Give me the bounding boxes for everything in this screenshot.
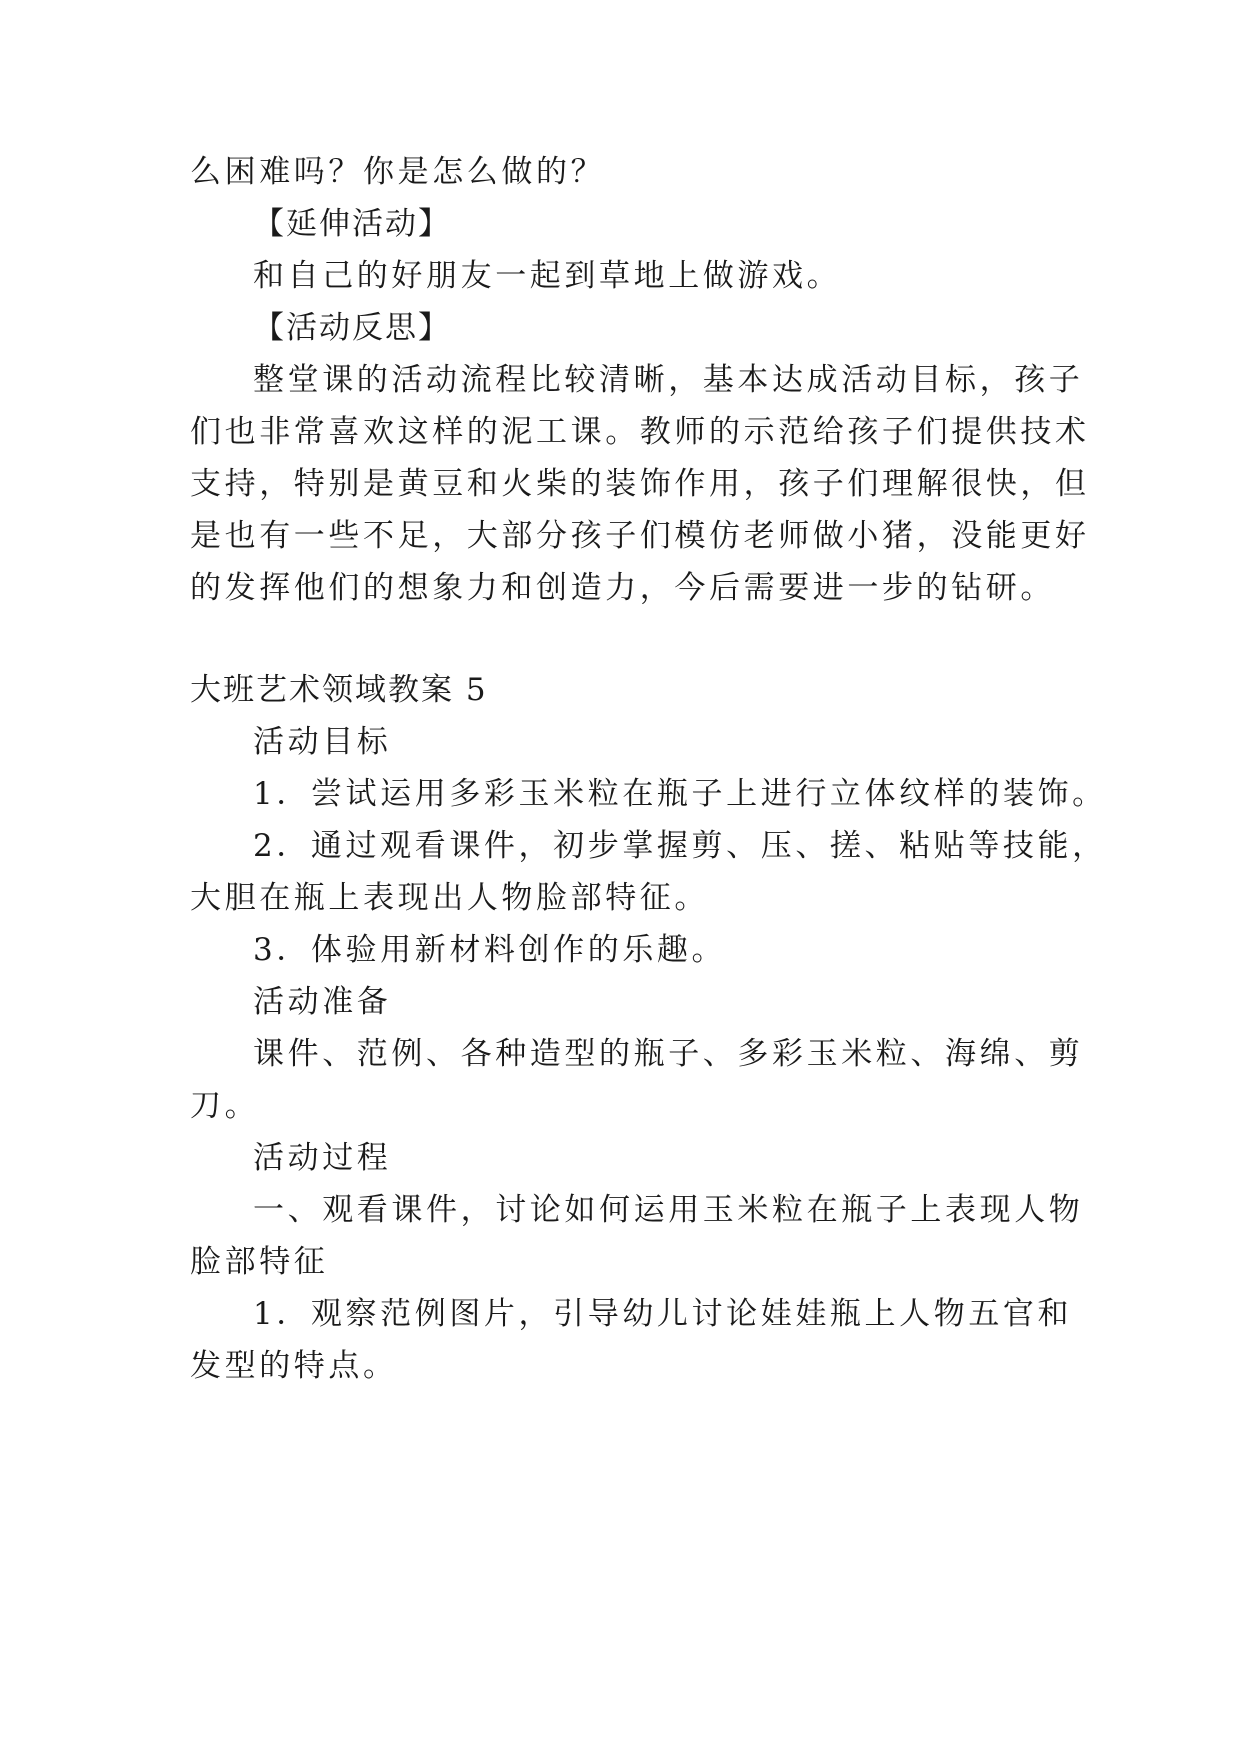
- reflection-line-5: 的发挥他们的想象力和创造力，今后需要进一步的钻研。: [190, 570, 1055, 606]
- extension-activity-heading: 【延伸活动】: [253, 206, 451, 242]
- reflection-line-1: 整堂课的活动流程比较清晰，基本达成活动目标，孩子: [253, 362, 1084, 398]
- step-1-1-line-2: 发型的特点。: [190, 1348, 398, 1384]
- reflection-line-2: 们也非常喜欢这样的泥工课。教师的示范给孩子们提供技术: [190, 414, 1090, 450]
- preparation-heading: 活动准备: [253, 984, 392, 1020]
- reflection-line-4: 是也有一些不足，大部分孩子们模仿老师做小猪，没能更好: [190, 518, 1090, 554]
- section-title: 大班艺术领域教案 5: [190, 672, 488, 708]
- reflection-line-3: 支持，特别是黄豆和火柴的装饰作用，孩子们理解很快，但: [190, 466, 1090, 502]
- process-heading: 活动过程: [253, 1140, 392, 1176]
- goal-2-line-1: 2．通过观看课件，初步掌握剪、压、搓、粘贴等技能，: [253, 828, 1107, 864]
- preparation-line-2: 刀。: [190, 1088, 260, 1124]
- step-1-line-1: 一、观看课件，讨论如何运用玉米粒在瓶子上表现人物: [253, 1192, 1084, 1228]
- reflection-heading: 【活动反思】: [253, 310, 451, 346]
- goal-3: 3．体验用新材料创作的乐趣。: [253, 932, 727, 968]
- step-1-1-line-1: 1．观察范例图片，引导幼儿讨论娃娃瓶上人物五官和: [253, 1296, 1073, 1332]
- paragraph-question-tail: 么困难吗？你是怎么做的？: [190, 154, 606, 190]
- goal-2-line-2: 大胆在瓶上表现出人物脸部特征。: [190, 880, 709, 916]
- goal-1: 1．尝试运用多彩玉米粒在瓶子上进行立体纹样的装饰。: [253, 776, 1107, 812]
- step-1-line-2: 脸部特征: [190, 1244, 329, 1280]
- extension-activity-text: 和自己的好朋友一起到草地上做游戏。: [253, 258, 842, 294]
- preparation-line-1: 课件、范例、各种造型的瓶子、多彩玉米粒、海绵、剪: [253, 1036, 1084, 1072]
- goals-heading: 活动目标: [253, 724, 392, 760]
